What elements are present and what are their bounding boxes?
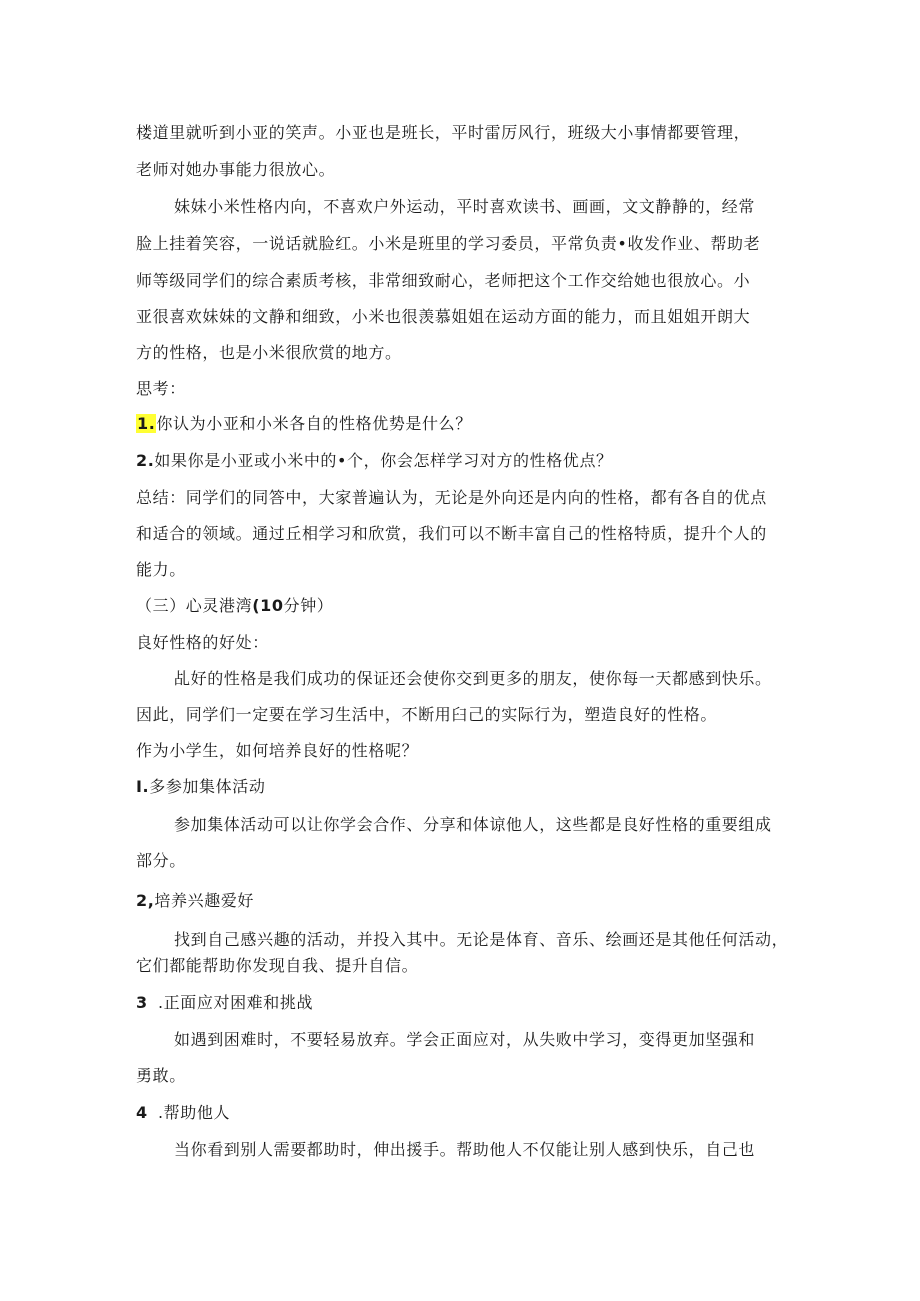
method-3-title: .正面应对困难和挑战	[158, 993, 314, 1012]
text-line: 因此，同学们一定要在学习生活中，不断用臼己的实际行为，塑造良好的性格。	[136, 705, 718, 724]
method-2-title: 培养兴趣爱好	[154, 891, 255, 910]
question-2	[136, 451, 613, 471]
text-line: 勇敢。	[136, 1066, 186, 1085]
text-line: 和适合的领域。通过丘相学习和欣赏，我们可以不断丰富自己的性格特质，提升个人的	[136, 524, 767, 543]
method-3-heading	[136, 993, 313, 1013]
section-3-unit: 分钟）	[283, 596, 334, 615]
method-3-number: 3	[136, 993, 148, 1012]
text-line: 师等级同学们的综合素质考核，非常细致耐心，老师把这个工作交给她也很放心。小	[136, 271, 751, 290]
text-line: 总结：同学们的同答中，大家普遍认为，无论是外向还是内向的性格，都有各自的优点	[136, 488, 767, 507]
method-2-number: 2,	[136, 891, 155, 910]
text-line: 当你看到别人需要都助时，伸出援手。帮助他人不仅能让别人感到快乐，自己也	[174, 1140, 756, 1159]
text-line: 楼道里就听到小亚的笑声。小亚也是班长，平时雷厉风行，班级大小事情都要管理，	[136, 123, 751, 142]
method-1-heading	[136, 777, 265, 797]
text-line: 方的性格，也是小米很欣赏的地方。	[136, 343, 402, 362]
method-2-heading	[136, 891, 254, 911]
text-line: 亚很喜欢妹妹的文静和细致，小米也很羡慕姐姐在运动方面的能力，而且姐姐开朗大	[136, 307, 751, 326]
method-1-number: I.	[136, 777, 150, 796]
text-line: 部分。	[136, 851, 186, 870]
text-line: 良好性格的好处：	[136, 633, 269, 652]
text-line: 乩好的性格是我们成功的保证还会使你交到更多的朋友，使你每一天都感到快乐。	[174, 669, 772, 688]
text-line: 老师对她办事能力很放心。	[136, 160, 336, 179]
section-heading-thinking: 思考：	[136, 379, 186, 398]
question-1	[136, 414, 472, 434]
text-line: 能力。	[136, 560, 186, 579]
method-4-title: .帮助他人	[158, 1103, 231, 1122]
section-heading-3	[136, 596, 333, 616]
question-2-number: 2.	[136, 451, 155, 470]
question-1-number: 1.	[137, 414, 156, 433]
method-1-title: 多参加集体活动	[149, 777, 266, 796]
text-line: 找到自己感兴趣的活动，并投入其中。无论是体育、音乐、绘画还是其他任何活动，	[174, 930, 789, 949]
section-3-title: （三）心灵港湾	[136, 596, 253, 615]
text-line: 作为小学生，如何培养良好的性格呢？	[136, 741, 419, 760]
text-line: 它们都能帮助你发现自我、提升自信。	[136, 956, 419, 975]
question-1-text: 你认为小亚和小米各自的性格优势是什么？	[156, 414, 472, 433]
text-line: 脸上挂着笑容，一说话就脸红。小米是班里的学习委员，平常负责•收发作业、帮助老	[136, 234, 761, 253]
text-line: 如遇到困难时，不要轻易放弃。学会正面应对，从失败中学习，变得更加坚强和	[174, 1030, 756, 1049]
question-2-text: 如果你是小亚或小米中的•个，你会怎样学习对方的性格优点？	[154, 451, 613, 470]
section-3-time: (10	[252, 596, 284, 615]
text-line: 妹妹小米性格内向，不喜欢户外运动，平时喜欢读书、画画，文文静静的，经常	[174, 197, 756, 216]
method-4-heading	[136, 1103, 230, 1123]
method-4-number: 4	[136, 1103, 148, 1122]
text-line: 参加集体活动可以让你学会合作、分享和体谅他人，这些都是良好性格的重要组成	[174, 815, 772, 834]
